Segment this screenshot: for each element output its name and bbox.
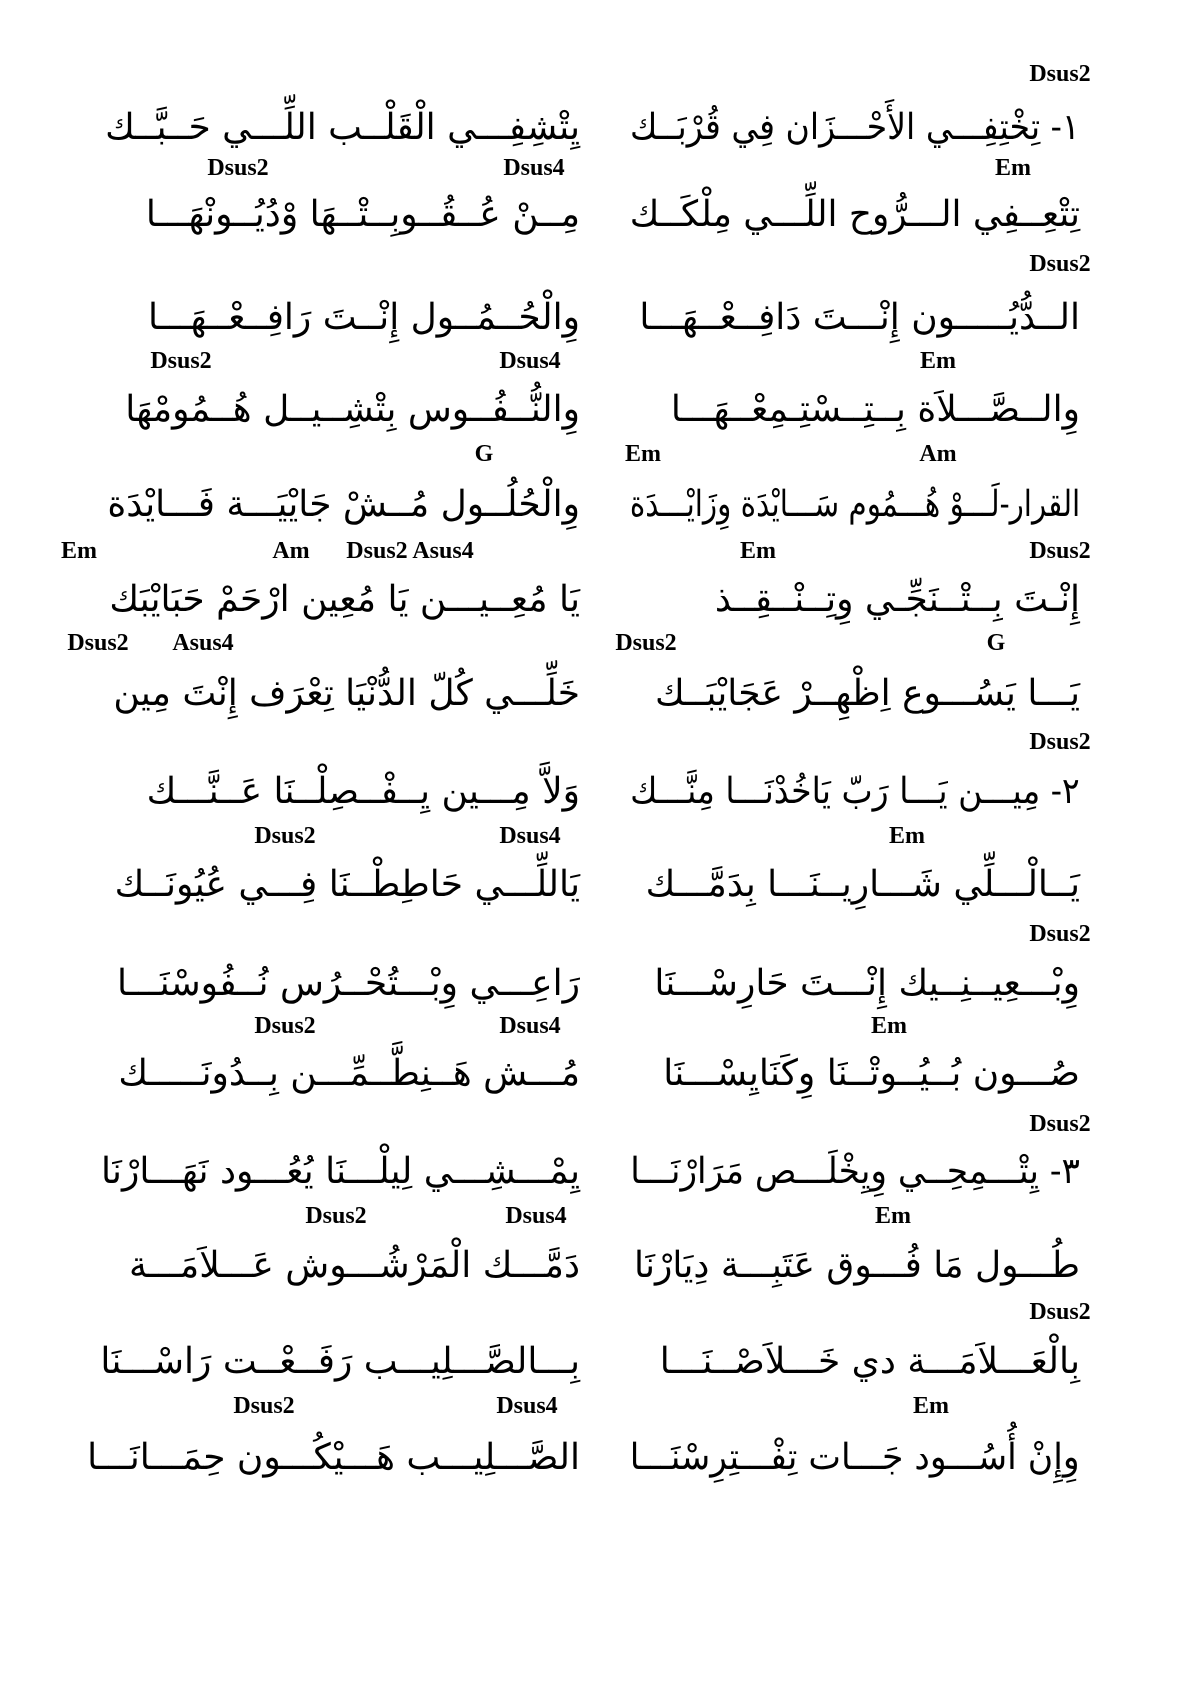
lyric-line-right-half: وِالــصَّـــلاَة بِــتِــسْتِـمِعْــهَـــا bbox=[670, 389, 1080, 430]
chord-label: Em bbox=[913, 1393, 949, 1419]
lyric-line-right-half: القرار-لَـــوْ هُـــمُوم سَـــايْدَة وِزَايْـــدَة bbox=[629, 484, 1080, 525]
lyric-line-left-half: وِالْحُلُــول مُــشْ جَايْيَـــة فَـــايْدَة bbox=[107, 484, 580, 525]
chord-label: Dsus2 bbox=[1029, 729, 1091, 755]
chord-label: Em bbox=[889, 823, 925, 849]
chord-label: Dsus2 bbox=[1029, 1299, 1091, 1325]
chord-label: Dsus2 bbox=[67, 630, 129, 656]
chord-label: Em bbox=[740, 538, 776, 564]
lyric-line-right-half: وِإِنْ أُسُـــود جَـــات تِفْـــتِرِسْنَـــا bbox=[630, 1437, 1080, 1478]
lyric-line-right-half: تِتْعِــفِي الـــرُّوح اللِّـــي مِلْكَــك bbox=[629, 194, 1080, 235]
chord-label: Am bbox=[919, 441, 957, 467]
lyric-line-left-half: مُـــش هَــنِطَّــمِّـــن بِــدُونَـــــك bbox=[118, 1053, 580, 1094]
chord-label: Dsus4 bbox=[496, 1393, 558, 1419]
chord-label: Dsus2 bbox=[1029, 251, 1091, 277]
chord-label: Dsus2 bbox=[1029, 921, 1091, 947]
chord-label: Dsus2 bbox=[254, 1013, 316, 1039]
chord-label: Dsus2 bbox=[233, 1393, 295, 1419]
lyric-line-right-half: صُـــون بُــيُــوتْــنَا وِكَنَايِسْـــنَا bbox=[663, 1053, 1080, 1094]
lyric-line-right-half: يَــالْـــلِّي شَـــارِيــنَـــا بِدَمَّـــك bbox=[645, 864, 1080, 905]
lyric-line-left-half: يِمْـــشِـــي لِيلْـــنَا يُعُـــود نَهَـــارْنَا bbox=[100, 1151, 580, 1192]
lyric-line-right-half: إِنْـتَ بِــتْــنَجِّـي وِتِــنْــقِــذ bbox=[714, 579, 1080, 620]
chord-label: G bbox=[474, 441, 494, 467]
lyric-line-right-half: يَـــا يَسُـــوع اِظْهِــرْ عَجَايْبَــك bbox=[654, 673, 1080, 714]
chord-label: Em bbox=[625, 441, 661, 467]
chord-label: Em bbox=[995, 155, 1031, 181]
lyric-line-right-half: ٣- يِتْـــمِحِــي وِيِخْلَـــص مَرَارْنَـــا bbox=[630, 1151, 1080, 1192]
lyric-line-left-half: وَلاَّ مِـــين يِــفْــصِلْــنَا عَــنَّـــك bbox=[146, 771, 580, 812]
chord-label: Asus4 bbox=[172, 630, 234, 656]
chord-label: G bbox=[986, 630, 1006, 656]
lyric-line-right-half: الــدُّيُـــــون إِنْـــتَ دَافِــعْــهَـــا bbox=[639, 297, 1080, 338]
chord-label: Dsus2 bbox=[207, 155, 269, 181]
lyric-line-left-half: يَا مُعِــيـــن يَا مُعِين ارْحَمْ حَبَايْبَك bbox=[109, 579, 580, 620]
lyric-line-right-half: وِبْـــعِيــنِــيك إِنْـــتَ حَارِسْـــنَا bbox=[654, 963, 1080, 1004]
chord-label: Dsus4 bbox=[499, 823, 561, 849]
chord-label: Em bbox=[871, 1013, 907, 1039]
chord-label: Dsus2 Asus4 bbox=[346, 538, 474, 564]
chord-label: Dsus4 bbox=[499, 348, 561, 374]
chord-label: Em bbox=[875, 1203, 911, 1229]
chord-label: Em bbox=[920, 348, 956, 374]
lyric-line-right-half: ١- تِخْتِفِـــي الأَحْـــزَان فِي قُرْبَــك bbox=[630, 107, 1080, 148]
lyric-line-left-half: رَاعِـــي وِبْـــتُحْــرُس نُــفُوسْنَـــا bbox=[116, 963, 580, 1004]
lyric-line-left-half: خَلِّـــي كُلّ الدُّنْيَا تِعْرَف إِنْتَ مِين bbox=[113, 673, 580, 714]
chord-label: Am bbox=[272, 538, 310, 564]
lyric-line-left-half: الصَّـــلِيـــب هَـــيْكُـــون حِمَـــانَـــا bbox=[87, 1437, 580, 1478]
chord-label: Dsus2 bbox=[150, 348, 212, 374]
chord-label: Dsus4 bbox=[499, 1013, 561, 1039]
chord-label: Dsus2 bbox=[615, 630, 677, 656]
lyric-line-right-half: طُـــول مَا فُـــوق عَتَبِـــة دِيَارْنَا bbox=[634, 1245, 1080, 1286]
lyric-line-left-half: مِــنْ عُــقُــوبِــتْــهَا وْدُيُــونْهَـــا bbox=[145, 194, 580, 235]
chord-label: Em bbox=[61, 538, 97, 564]
chord-label: Dsus2 bbox=[1029, 61, 1091, 87]
chord-label: Dsus4 bbox=[503, 155, 565, 181]
chord-label: Dsus2 bbox=[1029, 1111, 1091, 1137]
chord-label: Dsus2 bbox=[305, 1203, 367, 1229]
lyric-line-left-half: يَاللِّـــي حَاطِطْــنَا فِـــي عُيُونَــك bbox=[114, 864, 580, 905]
chord-label: Dsus2 bbox=[1029, 538, 1091, 564]
lyric-line-left-half: وِالْحُــمُــول إِنْــتَ رَافِــعْــهَـــا bbox=[147, 297, 580, 338]
chord-label: Dsus4 bbox=[505, 1203, 567, 1229]
lyric-line-left-half: بِـــالصَّـــلِيـــب رَفَــعْــت رَاسْـــنَا bbox=[100, 1341, 580, 1382]
lyric-line-right-half: بِالْعَـــلاَمَـــة دي خَـــلاَصْــنَـــا bbox=[659, 1341, 1080, 1382]
lyric-line-left-half: دَمَّـــك الْمَرْشُـــوش عَـــلاَمَـــة bbox=[128, 1245, 580, 1286]
lyric-line-left-half: يِتْشِفِـــي الْقَلْــب اللِّـــي حَــبَّــك bbox=[105, 107, 580, 148]
lyric-line-right-half: ٢- مِيـــن يَـــا رَبّ يَاخُدْنَـــا مِنَّـــك bbox=[630, 771, 1080, 812]
lyric-line-left-half: وِالنُّــفُــوس بِتْشِــيــل هُــمُومْهَا bbox=[125, 389, 580, 430]
chord-label: Dsus2 bbox=[254, 823, 316, 849]
